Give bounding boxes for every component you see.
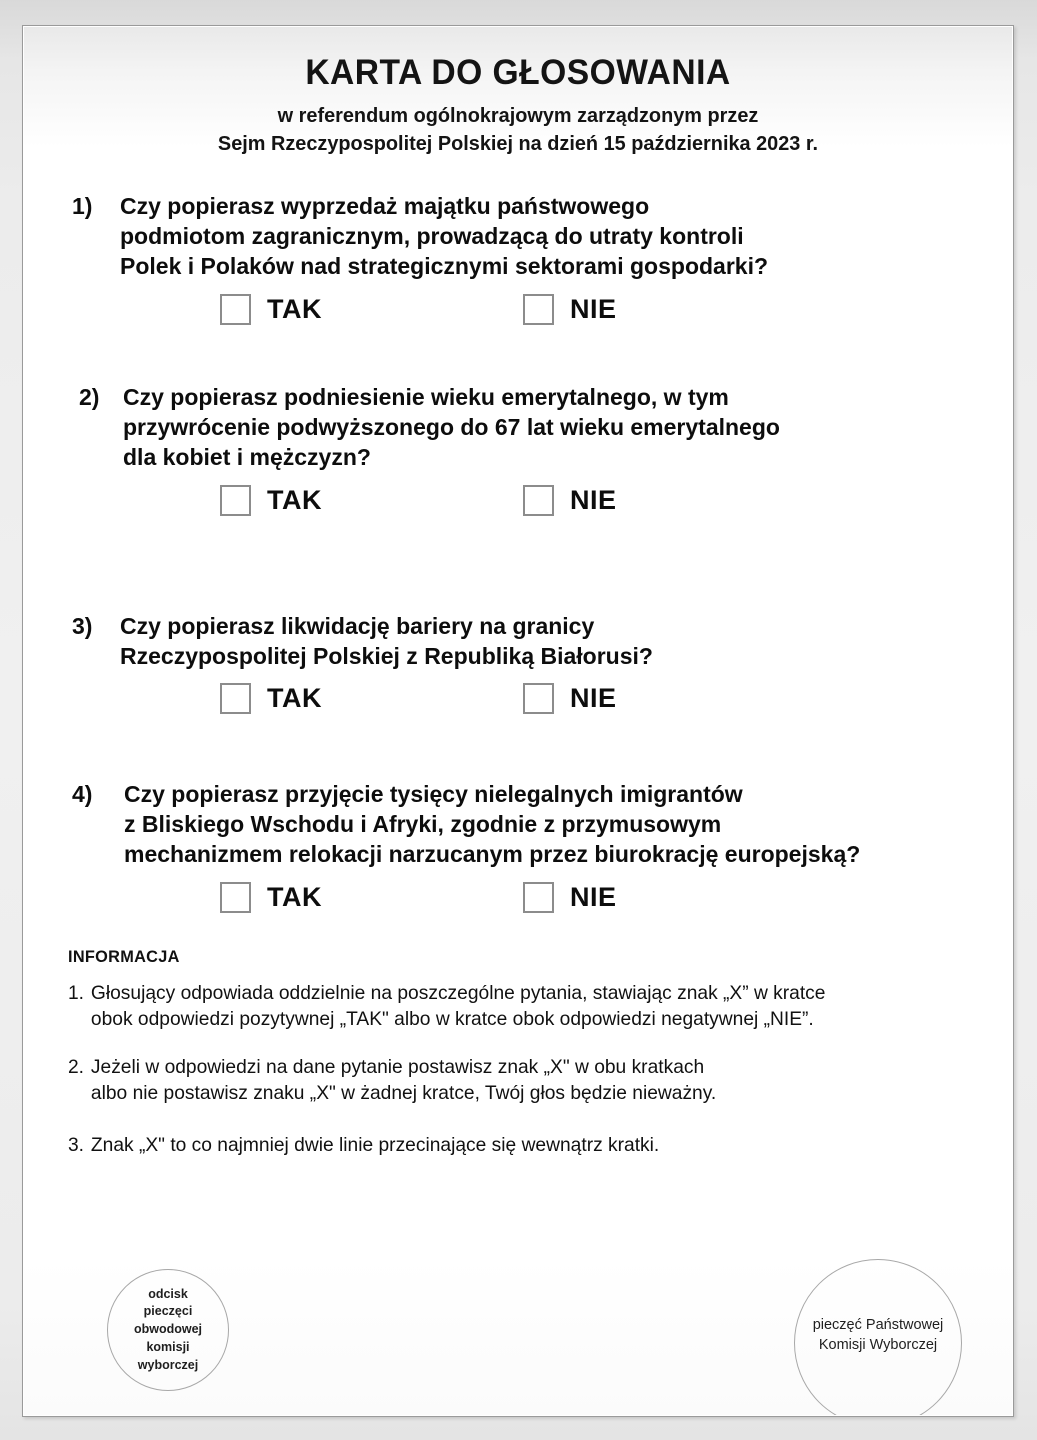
subtitle-line-1: w referendum ogólnokrajowym zarządzonym przez — [277, 103, 759, 127]
seal-district-line-1: odcisk — [148, 1286, 188, 1301]
information-item-1-number: 1. — [68, 982, 85, 1005]
question-3-text — [120, 612, 736, 672]
question-2-line-1: Czy popierasz podniesienie wieku emerytalnego, w tym — [123, 383, 729, 410]
information-item-2-line-1: Jeżeli w odpowiedzi na dane pytanie postawisz znak „X" w obu kratkach — [90, 1055, 705, 1078]
question-2-label-yes: TAK — [267, 484, 322, 515]
question-2-number: 2) — [79, 383, 100, 410]
question-3-checkbox-no[interactable] — [523, 683, 554, 714]
question-4-checkbox-yes[interactable] — [220, 882, 251, 913]
information-item-2-text — [91, 1055, 716, 1107]
information-item-3-text — [91, 1133, 659, 1159]
seal-district-text — [134, 1286, 202, 1375]
question-3-line-1: Czy popierasz likwidację bariery na granicy — [120, 612, 595, 639]
question-3-body — [24, 612, 1012, 672]
question-4-label-no: NIE — [570, 882, 617, 913]
seal-district-line-4: komisji — [146, 1339, 190, 1354]
question-1-body — [24, 192, 1012, 282]
seal-national-line-2: Komisji Wyborczej — [818, 1337, 938, 1353]
question-2-answers — [24, 485, 1012, 516]
question-4-line-1: Czy popierasz przyjęcie tysięcy nielegalnych imigrantów — [124, 781, 743, 808]
question-1-number: 1) — [72, 193, 93, 220]
information-item-1-line-1: Głosujący odpowiada oddzielnie na poszczególne pytania, stawiając znak „X” w kratce — [90, 982, 826, 1005]
question-2-line-2: przywrócenie podwyższonego do 67 lat wieku emerytalnego — [123, 413, 780, 440]
question-3-checkbox-yes[interactable] — [220, 683, 251, 714]
information-item-3 — [68, 1133, 980, 1159]
seal-national-text — [813, 1316, 944, 1355]
ballot-header — [24, 27, 1012, 158]
seal-district-line-5: wyborczej — [137, 1357, 199, 1372]
question-4 — [24, 780, 1012, 913]
question-1-answers — [24, 294, 1012, 325]
seal-national-line-1: pieczęć Państwowej — [812, 1317, 944, 1334]
seal-national-election-commission — [794, 1259, 962, 1415]
information-item-2-line-2: albo nie postawisz znaku „X" w żadnej kratce, Twój głos będzie nieważny. — [90, 1081, 717, 1104]
question-4-label-yes: TAK — [267, 882, 322, 913]
seal-district-line-2: pieczęci — [143, 1304, 193, 1319]
seal-district-line-3: obwodowej — [133, 1322, 203, 1337]
page-title: KARTA DO GŁOSOWANIA — [305, 53, 731, 92]
subtitle-line-2: Sejm Rzeczypospolitej Polskiej na dzień 15 października 2023 r. — [217, 132, 819, 156]
question-1-answer-no[interactable] — [523, 294, 617, 325]
question-2-answer-no[interactable] — [523, 485, 617, 516]
seals-section — [24, 1259, 1012, 1415]
question-2-line-3: dla kobiet i mężczyzn? — [123, 443, 371, 470]
ballot-subtitle — [39, 102, 997, 159]
information-item-1-line-2: obok odpowiedzi pozytywnej „TAK" albo w kratce obok odpowiedzi negatywnej „NIE”. — [90, 1008, 814, 1031]
question-4-text — [124, 780, 972, 870]
question-1-line-1: Czy popierasz wyprzedaż majątku państwowego — [120, 193, 650, 220]
question-1-line-2: podmiotom zagranicznym, prowadzącą do utraty kontroli — [120, 223, 744, 250]
question-1-line-3: Polek i Polaków nad strategicznymi sektorami gospodarki? — [120, 253, 769, 280]
question-4-checkbox-no[interactable] — [523, 882, 554, 913]
question-4-line-3: mechanizmem relokacji narzucanym przez biurokrację europejską? — [124, 841, 861, 868]
question-3 — [24, 612, 1012, 715]
question-2-checkbox-yes[interactable] — [220, 485, 251, 516]
question-3-number: 3) — [72, 612, 93, 639]
question-4-answer-yes[interactable] — [220, 882, 322, 913]
question-4-number: 4) — [72, 781, 93, 808]
question-3-answer-yes[interactable] — [220, 683, 322, 714]
information-section — [24, 947, 1012, 1159]
question-1-answer-yes[interactable] — [220, 294, 322, 325]
question-3-line-2: Rzeczypospolitej Polskiej z Republiką Białorusi? — [120, 642, 653, 669]
information-item-3-number: 3. — [68, 1133, 85, 1156]
information-item-1 — [68, 981, 980, 1033]
question-1-checkbox-yes[interactable] — [220, 294, 251, 325]
question-1-checkbox-no[interactable] — [523, 294, 554, 325]
information-item-2 — [68, 1055, 980, 1107]
question-1-label-no: NIE — [570, 293, 617, 324]
question-2-label-no: NIE — [570, 484, 617, 515]
seal-district-election-commission — [107, 1269, 229, 1391]
question-2-checkbox-no[interactable] — [523, 485, 554, 516]
information-item-2-number: 2. — [68, 1055, 85, 1078]
question-2-text — [123, 383, 915, 473]
question-3-label-no: NIE — [570, 683, 617, 714]
question-1-label-yes: TAK — [267, 293, 322, 324]
question-3-answer-no[interactable] — [523, 683, 617, 714]
information-item-1-text — [91, 981, 826, 1033]
ballot-page — [24, 27, 1012, 1415]
question-2 — [24, 383, 1012, 516]
question-3-label-yes: TAK — [267, 683, 322, 714]
question-4-answers — [24, 882, 1012, 913]
question-4-line-2: z Bliskiego Wschodu i Afryki, zgodnie z przymusowym — [124, 811, 722, 838]
question-1 — [24, 192, 1012, 325]
question-2-body — [24, 383, 1012, 473]
question-4-answer-no[interactable] — [523, 882, 617, 913]
question-3-answers — [24, 683, 1012, 714]
question-1-text — [120, 192, 878, 282]
question-4-body — [24, 780, 1012, 870]
information-heading: INFORMACJA — [68, 947, 180, 967]
question-2-answer-yes[interactable] — [220, 485, 322, 516]
information-item-3-line-1: Znak „X" to co najmniej dwie linie przecinające się wewnątrz kratki. — [90, 1133, 660, 1156]
questions-section — [24, 192, 1012, 913]
